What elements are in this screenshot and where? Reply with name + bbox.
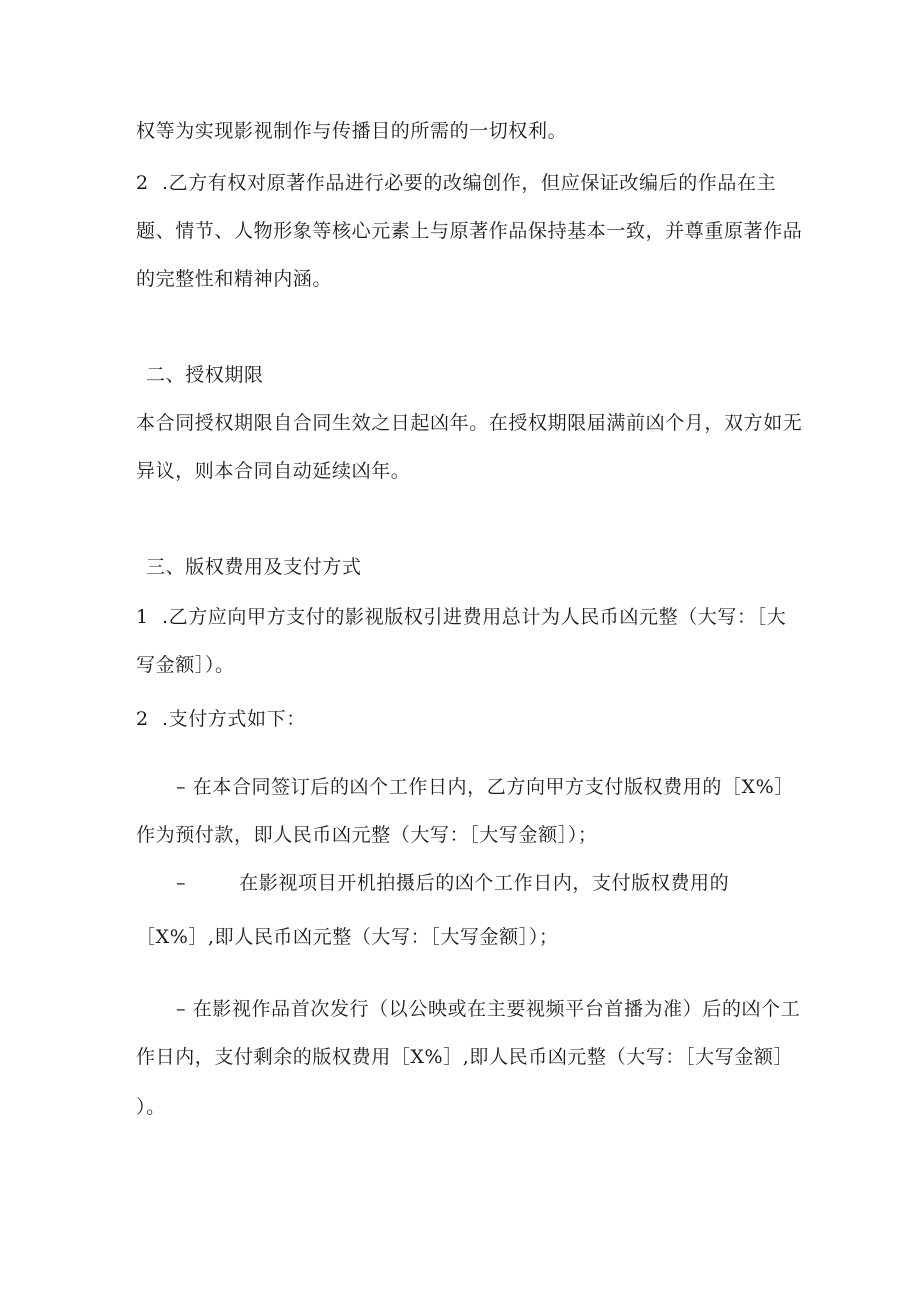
section2-heading: 二、授权期限: [146, 364, 264, 386]
section3-item2: 2 .支付方式如下：: [136, 708, 306, 730]
bullet1-line2: 作为预付款，即人民币凶元整（大写：［大写金额］）；: [136, 824, 598, 846]
clause2-line1: 2 .乙方有权对原著作品进行必要的改编创作，但应保证改编后的作品在主: [136, 172, 777, 194]
section3-item1-line2: 写金额］）。: [136, 654, 235, 676]
section3-item1-line1: 1 .乙方应向甲方支付的影视版权引进费用总计为人民币凶元整（大写：［大: [136, 606, 787, 628]
clause2-line2: 题、情节、人物形象等核心元素上与原著作品保持基本一致，并尊重原著作品: [136, 220, 803, 242]
clause2-line3: 的完整性和精神内涵。: [136, 268, 333, 290]
bullet1-line1: – 在本合同签订后的凶个工作日内，乙方向甲方支付版权费用的［X%］: [176, 776, 794, 798]
bullet2-line1: – 在影视项目开机拍摄后的凶个工作日内，支付版权费用的: [176, 872, 730, 894]
section2-line2: 异议，则本合同自动延续凶年。: [136, 460, 411, 482]
bullet3-line2: 作日内，支付剩余的版权费用［X%］,即人民币凶元整（大写：［大写金额］: [136, 1046, 794, 1068]
clause1-tail-text: 权等为实现影视制作与传播目的所需的一切权利。: [136, 120, 568, 142]
bullet2-line2: ［X%］,即人民币凶元整（大写：［大写金额］）；: [136, 926, 559, 948]
section2-line1: 本合同授权期限自合同生效之日起凶年。在授权期限届满前凶个月，双方如无: [136, 412, 803, 434]
section3-heading: 三、版权费用及支付方式: [146, 556, 362, 578]
bullet3-line3: ）。: [136, 1096, 166, 1118]
bullet3-line1: – 在影视作品首次发行（以公映或在主要视频平台首播为准）后的凶个工: [176, 998, 801, 1020]
